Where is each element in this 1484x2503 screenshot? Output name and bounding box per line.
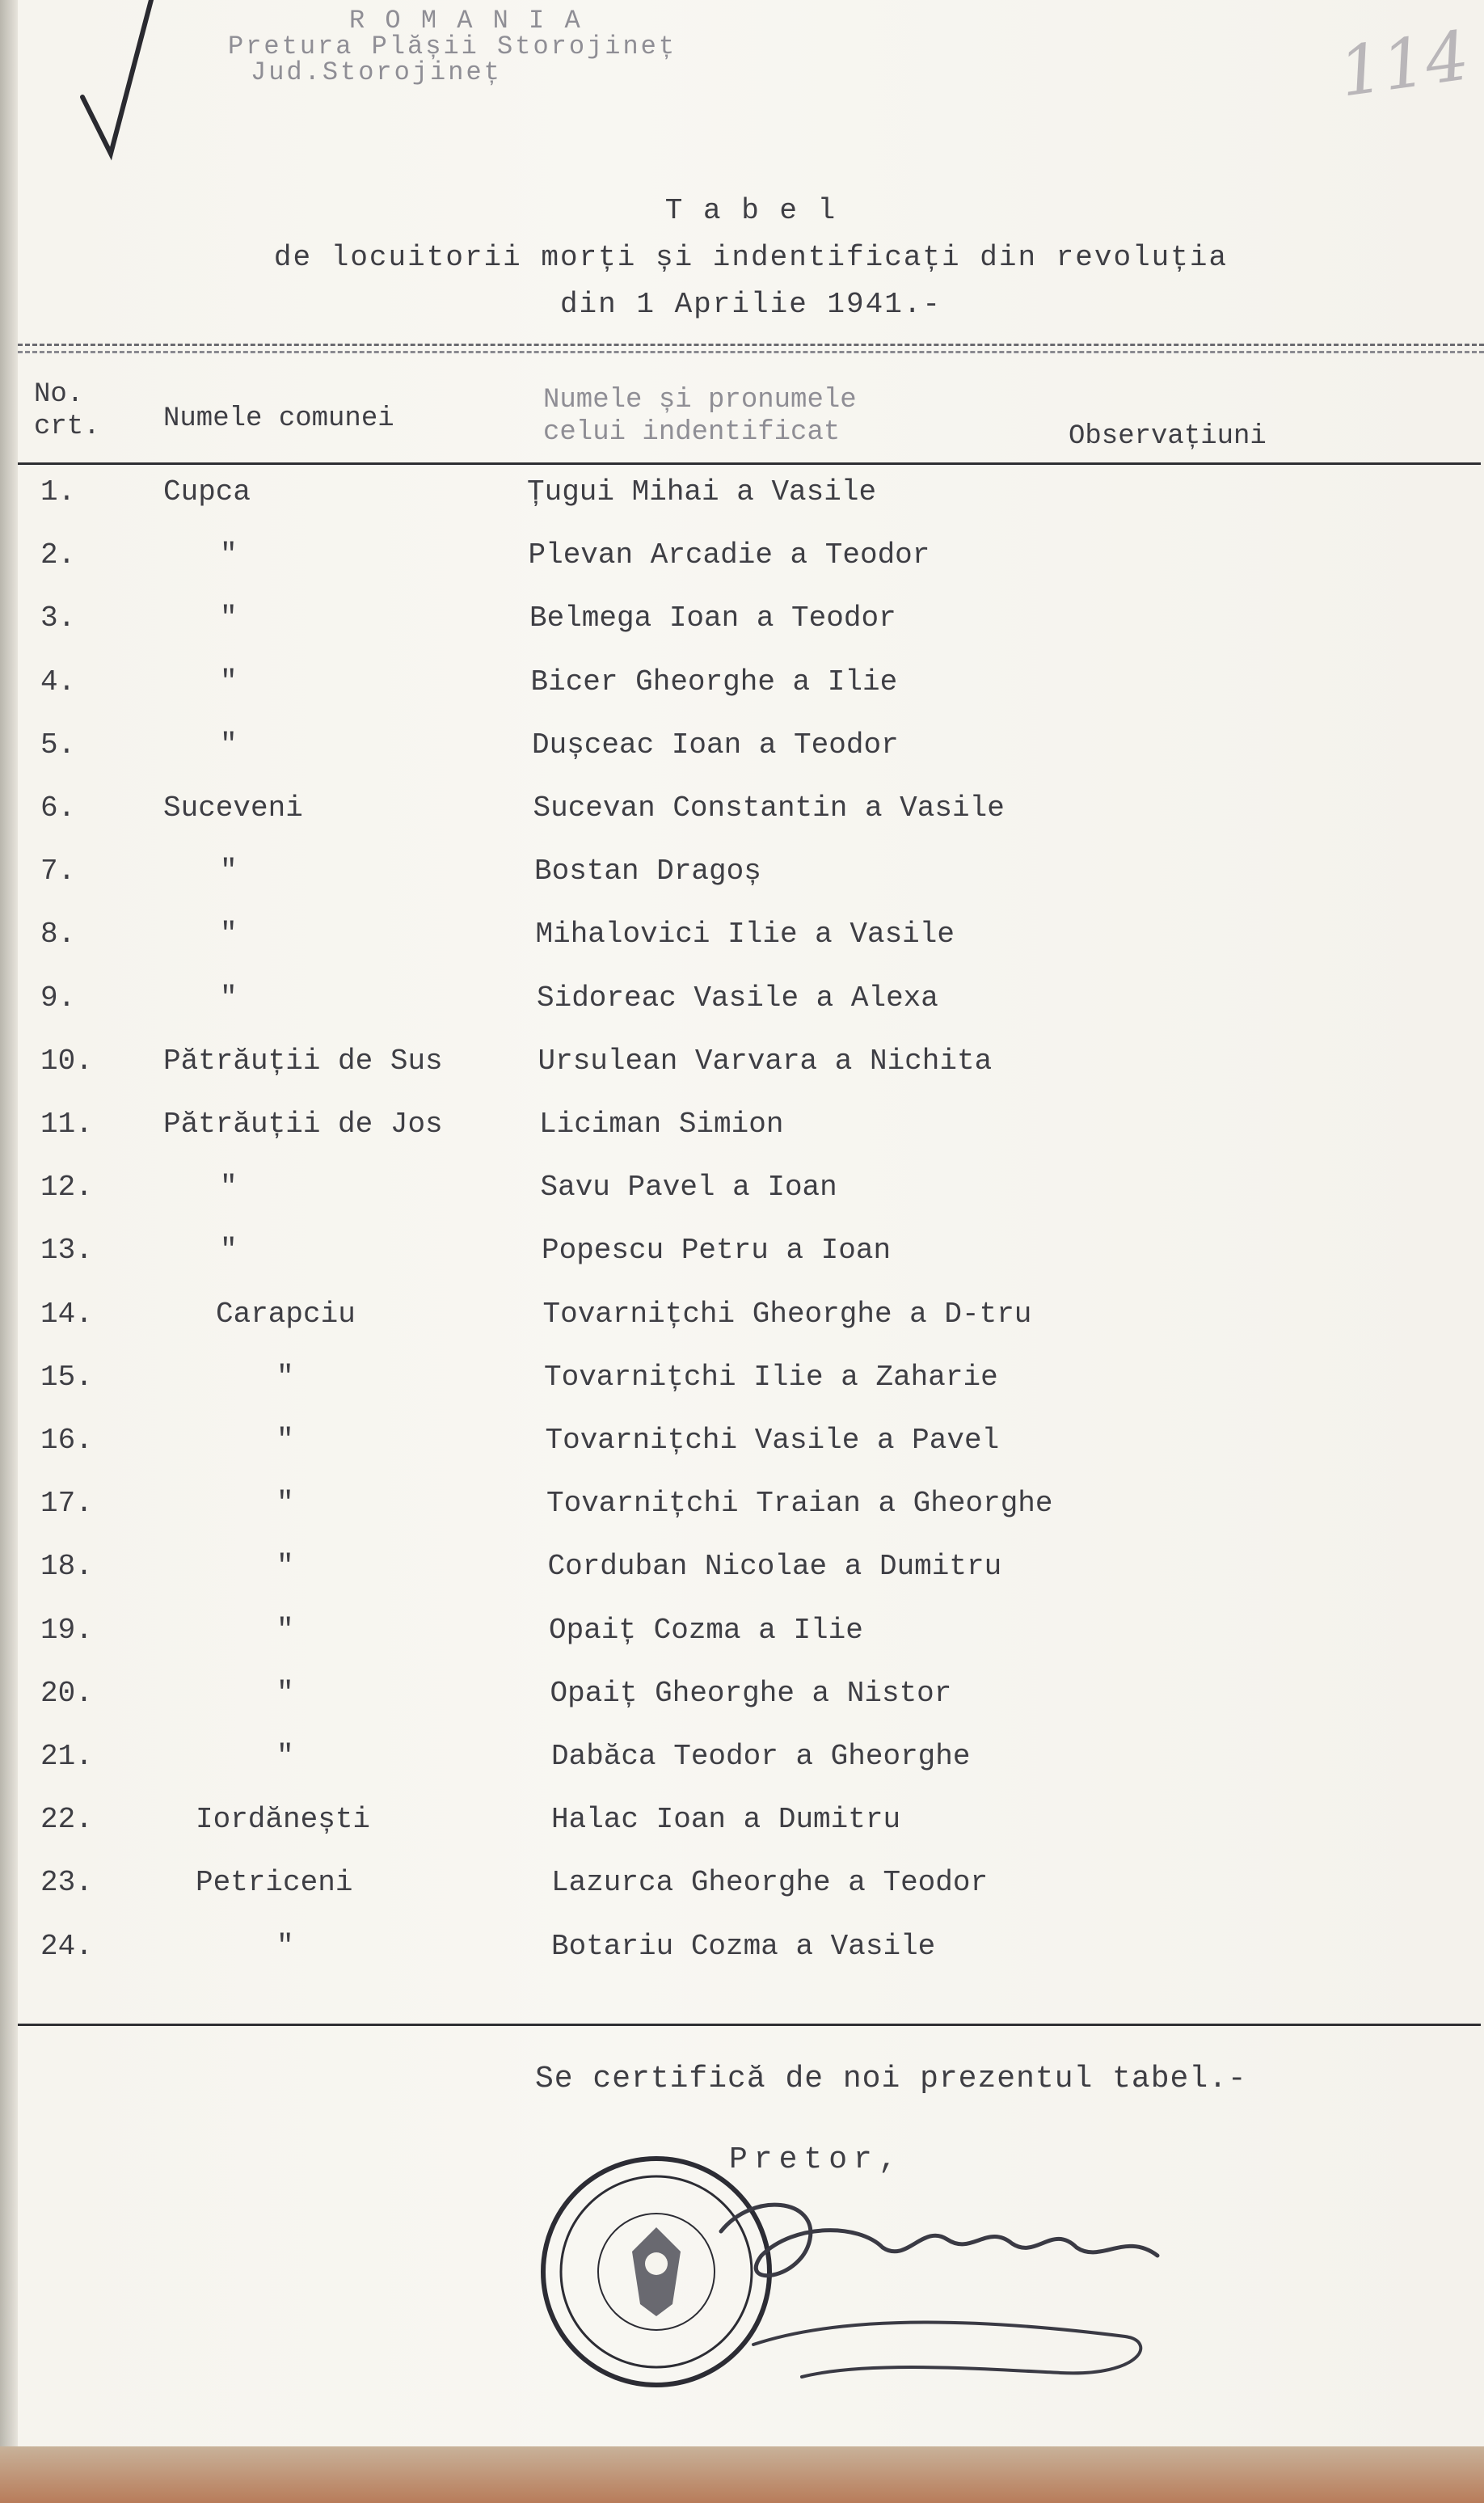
row-number: 6. (40, 791, 76, 825)
row-commune: " (220, 665, 238, 699)
row-commune: " (220, 1171, 238, 1205)
table-row (18, 1677, 1484, 1738)
row-number: 8. (40, 918, 76, 952)
row-commune: " (220, 918, 238, 952)
table-row (18, 1361, 1484, 1422)
check-mark-icon (74, 0, 163, 162)
row-person-name: Tovarnițchi Gheorghe a D-tru (542, 1297, 1032, 1331)
row-commune: " (220, 601, 238, 635)
row-person-name: Mihalovici Ilie a Vasile (535, 918, 955, 952)
row-person-name: Dușceac Ioan a Teodor (532, 728, 899, 762)
row-number: 23. (40, 1866, 93, 1900)
row-number: 18. (40, 1550, 93, 1584)
certification-text: Se certifică de noi prezentul tabel.- (535, 2062, 1247, 2096)
row-person-name: Plevan Arcadie a Teodor (528, 538, 930, 572)
row-number: 10. (40, 1044, 93, 1078)
table-row (18, 1866, 1484, 1927)
row-commune: Pătrăuții de Jos (163, 1108, 443, 1141)
table-row (18, 475, 1484, 537)
row-number: 11. (40, 1108, 93, 1141)
row-commune: " (276, 1676, 294, 1710)
table-row (18, 1045, 1484, 1106)
row-number: 3. (40, 601, 76, 635)
row-person-name: Halac Ioan a Dumitru (551, 1803, 901, 1837)
document-title: T a b e l (664, 194, 837, 227)
row-commune: " (220, 538, 238, 572)
row-person-name: Corduban Nicolae a Dumitru (547, 1550, 1002, 1584)
table-row (18, 1740, 1484, 1801)
row-commune: " (220, 1234, 238, 1268)
row-commune: " (276, 1613, 294, 1647)
row-commune: Iordănești (196, 1803, 371, 1837)
row-number: 2. (40, 538, 76, 572)
row-commune: " (276, 1487, 294, 1521)
row-person-name: Savu Pavel a Ioan (540, 1171, 837, 1205)
table-row (18, 1930, 1484, 1991)
row-number: 7. (40, 855, 76, 889)
row-person-name: Dabăca Teodor a Gheorghe (551, 1740, 971, 1773)
page-bottom-edge (0, 2446, 1484, 2503)
letterhead-office: Pretura Plășii Storojineț (228, 32, 677, 61)
header-divider (18, 344, 1484, 353)
row-commune: " (220, 855, 238, 889)
table-row (18, 1234, 1484, 1295)
table-row (18, 1108, 1484, 1169)
row-commune: " (276, 1360, 294, 1394)
table-row (18, 1487, 1484, 1548)
row-commune: Petriceni (196, 1866, 353, 1900)
row-person-name: Opaiț Cozma a Ilie (549, 1613, 863, 1647)
table-row (18, 1171, 1484, 1232)
document-subtitle: de locuitorii morți și indentificați din revoluția (273, 241, 1229, 274)
row-number: 16. (40, 1424, 93, 1457)
row-number: 1. (40, 475, 76, 509)
row-commune: " (276, 1929, 294, 1963)
row-number: 12. (40, 1171, 93, 1205)
table-row (18, 1614, 1484, 1675)
row-person-name: Liciman Simion (539, 1108, 784, 1141)
table-row (18, 728, 1484, 790)
letterhead-county: Jud.Storojineț (251, 57, 502, 87)
document-date-line: din 1 Aprilie 1941.- (559, 288, 942, 321)
table-row (18, 601, 1484, 663)
row-person-name: Sidoreac Vasile a Alexa (537, 981, 938, 1015)
table-row (18, 1803, 1484, 1864)
row-person-name: Botariu Cozma a Vasile (551, 1929, 936, 1963)
row-commune: " (276, 1424, 294, 1457)
row-person-name: Popescu Petru a Ioan (542, 1234, 892, 1268)
table-row (18, 791, 1484, 853)
row-number: 21. (40, 1740, 93, 1773)
row-person-name: Tovarnițchi Traian a Gheorghe (546, 1487, 1053, 1521)
row-person-name: Bostan Dragoș (534, 855, 761, 889)
row-number: 9. (40, 981, 76, 1015)
row-person-name: Tovarnițchi Ilie a Zaharie (544, 1360, 998, 1394)
table-row (18, 1550, 1484, 1611)
column-header-commune: Numele comunei (163, 403, 394, 434)
row-number: 20. (40, 1676, 93, 1710)
row-number: 14. (40, 1297, 93, 1331)
row-number: 15. (40, 1360, 93, 1394)
document-page (18, 0, 1484, 2503)
row-commune: Cupca (163, 475, 251, 509)
row-commune: " (276, 1550, 294, 1584)
table-bottom-rule (18, 2024, 1481, 2026)
handwritten-signature (705, 2175, 1174, 2401)
letterhead (228, 8, 677, 86)
row-commune: Pătrăuții de Sus (163, 1044, 443, 1078)
row-number: 5. (40, 728, 76, 762)
row-number: 4. (40, 665, 76, 699)
handwritten-page-number: 114 (1334, 15, 1474, 112)
row-number: 17. (40, 1487, 93, 1521)
row-commune: " (220, 981, 238, 1015)
table-row (18, 1424, 1484, 1485)
signatory-title: Pretor, (729, 2142, 904, 2177)
page-left-edge (0, 0, 18, 2503)
table-row (18, 665, 1484, 727)
column-header-name: Numele și pronumele celui indentificat (543, 385, 857, 448)
row-number: 19. (40, 1613, 93, 1647)
row-person-name: Opaiț Gheorghe a Nistor (550, 1676, 952, 1710)
row-person-name: Țugui Mihai a Vasile (527, 475, 877, 509)
row-commune: Suceveni (163, 791, 303, 825)
letterhead-country: R O M A N I A (349, 6, 583, 36)
row-number: 22. (40, 1803, 93, 1837)
table-row (18, 855, 1484, 916)
row-person-name: Sucevan Constantin a Vasile (533, 791, 1005, 825)
row-person-name: Ursulean Varvara a Nichita (538, 1044, 993, 1078)
row-person-name: Belmega Ioan a Teodor (529, 601, 896, 635)
column-header-nr: No. crt. (34, 379, 100, 442)
row-number: 24. (40, 1929, 93, 1963)
row-commune: " (220, 728, 238, 762)
row-person-name: Lazurca Gheorghe a Teodor (551, 1866, 989, 1900)
table-row (18, 981, 1484, 1043)
table-row (18, 538, 1484, 600)
row-commune: " (276, 1740, 294, 1773)
row-person-name: Tovarnițchi Vasile a Pavel (545, 1424, 1000, 1457)
row-number: 13. (40, 1234, 93, 1268)
row-commune: Carapciu (216, 1297, 356, 1331)
table-header-rule (18, 462, 1481, 465)
table-row (18, 1298, 1484, 1359)
row-person-name: Bicer Gheorghe a Ilie (530, 665, 898, 699)
column-header-observations: Observațiuni (1069, 421, 1267, 452)
table-row (18, 918, 1484, 979)
